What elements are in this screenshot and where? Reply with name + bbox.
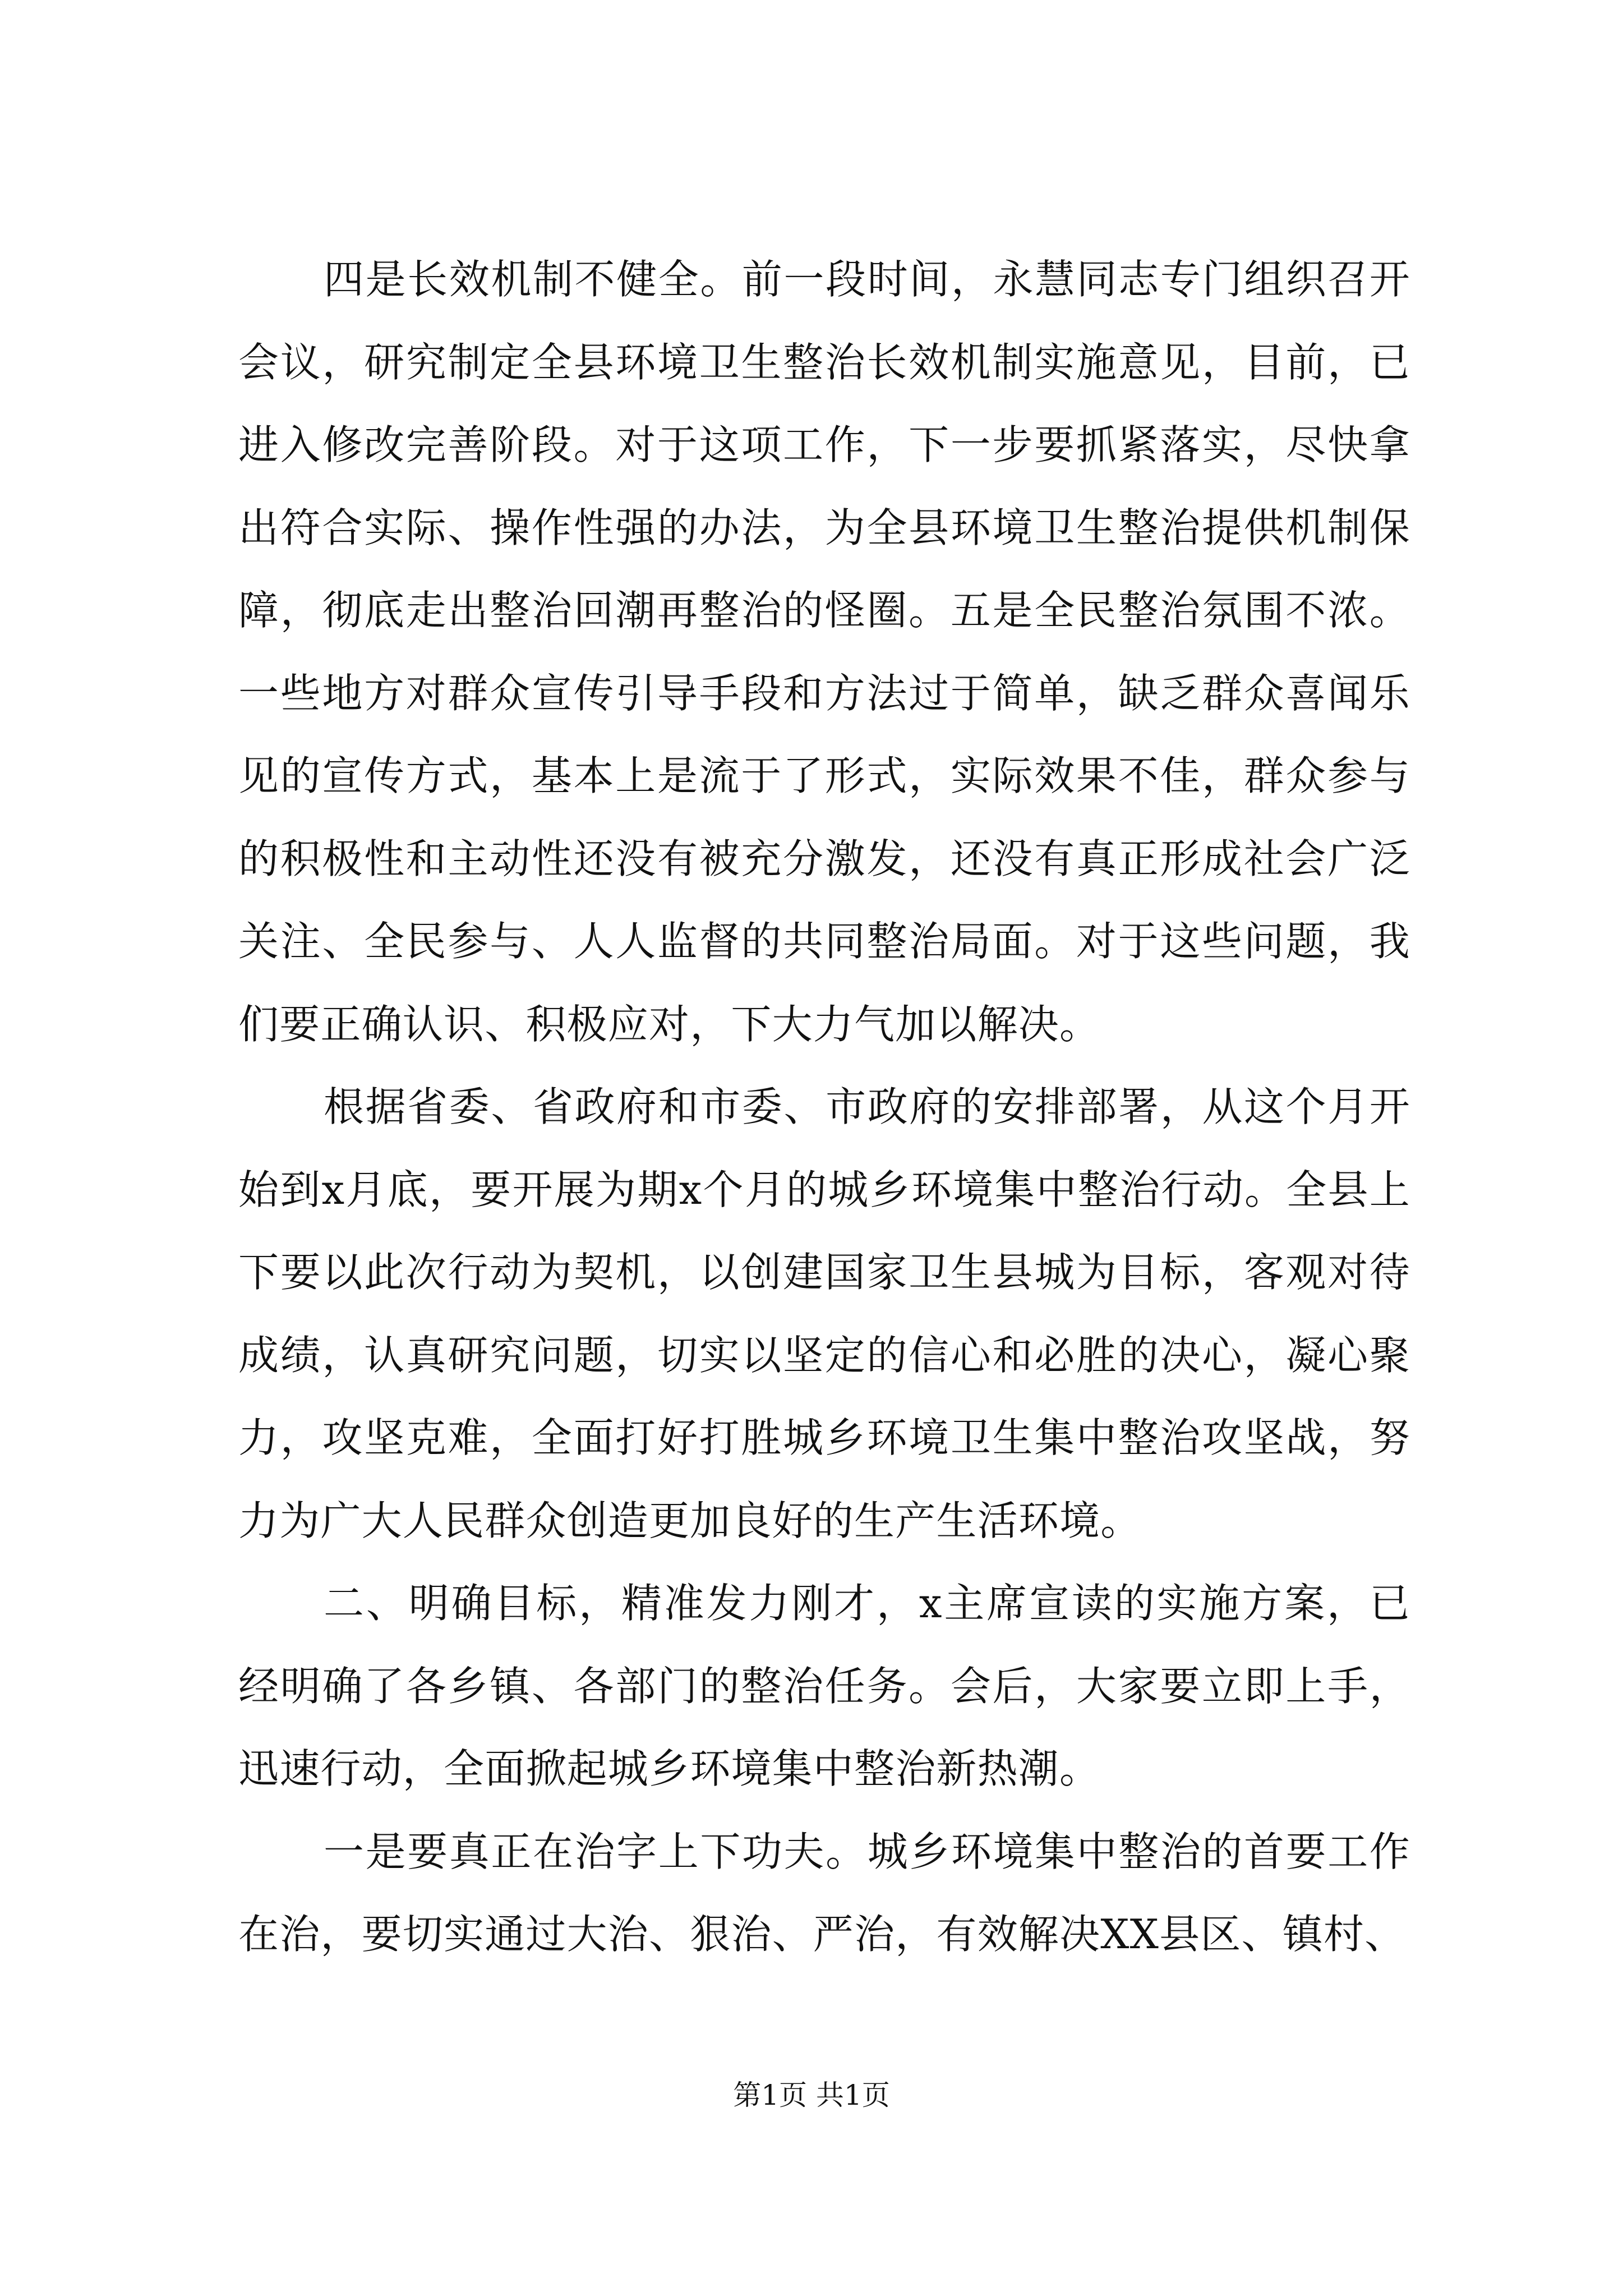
document-body xyxy=(238,238,1410,1976)
paragraph-1: 四是长效机制不健全。前一段时间，永慧同志专门组织召开会议，研究制定全县环境卫生整治长效机制实施意见，目前，已进入修改完善阶段。对于这项工作，下一步要抓紧落实，尽快拿出符合实际、操作性强的办法，为全县环境卫生整治提供机制保障，彻底走出整治回潮再整治的怪圈。五是全民整治氛围不浓。一些地方对群众宣传引导手段和方法过于简单，缺乏群众喜闻乐见的宣传方式，基本上是流于了形式，实际效果不佳，群众参与的积极性和主动性还没有被充分激发，还没有真正形成社会广泛关注、全民参与、人人监督的共同整治局面。对于这些问题，我们要正确认识、积极应对，下大力气加以解决。 xyxy=(238,256,1410,1048)
paragraph-4: 一是要真正在治字上下功夫。城乡环境集中整治的首要工作在治，要切实通过大治、狠治、严治，有效解决XX县区、镇村、 xyxy=(238,1828,1410,1958)
paragraph-2: 根据省委、省政府和市委、市政府的安排部署，从这个月开始到x月底，要开展为期x个月的城乡环境集中整治行动。全县上下要以此次行动为契机，以创建国家卫生县城为目标，客观对待成绩，认真研究问题，切实以坚定的信心和必胜的决心，凝心聚力，攻坚克难，全面打好打胜城乡环境卫生集中整治攻坚战，努力为广大人民群众创造更加良好的生产生活环境。 xyxy=(238,1083,1410,1544)
page-footer: 第1页 共1页 xyxy=(733,2079,890,2111)
paragraph-3: 二、明确目标，精准发力刚才，x主席宣读的实施方案，已经明确了各乡镇、各部门的整治任务。会后，大家要立即上手，迅速行动，全面掀起城乡环境集中整治新热潮。 xyxy=(238,1580,1410,1792)
